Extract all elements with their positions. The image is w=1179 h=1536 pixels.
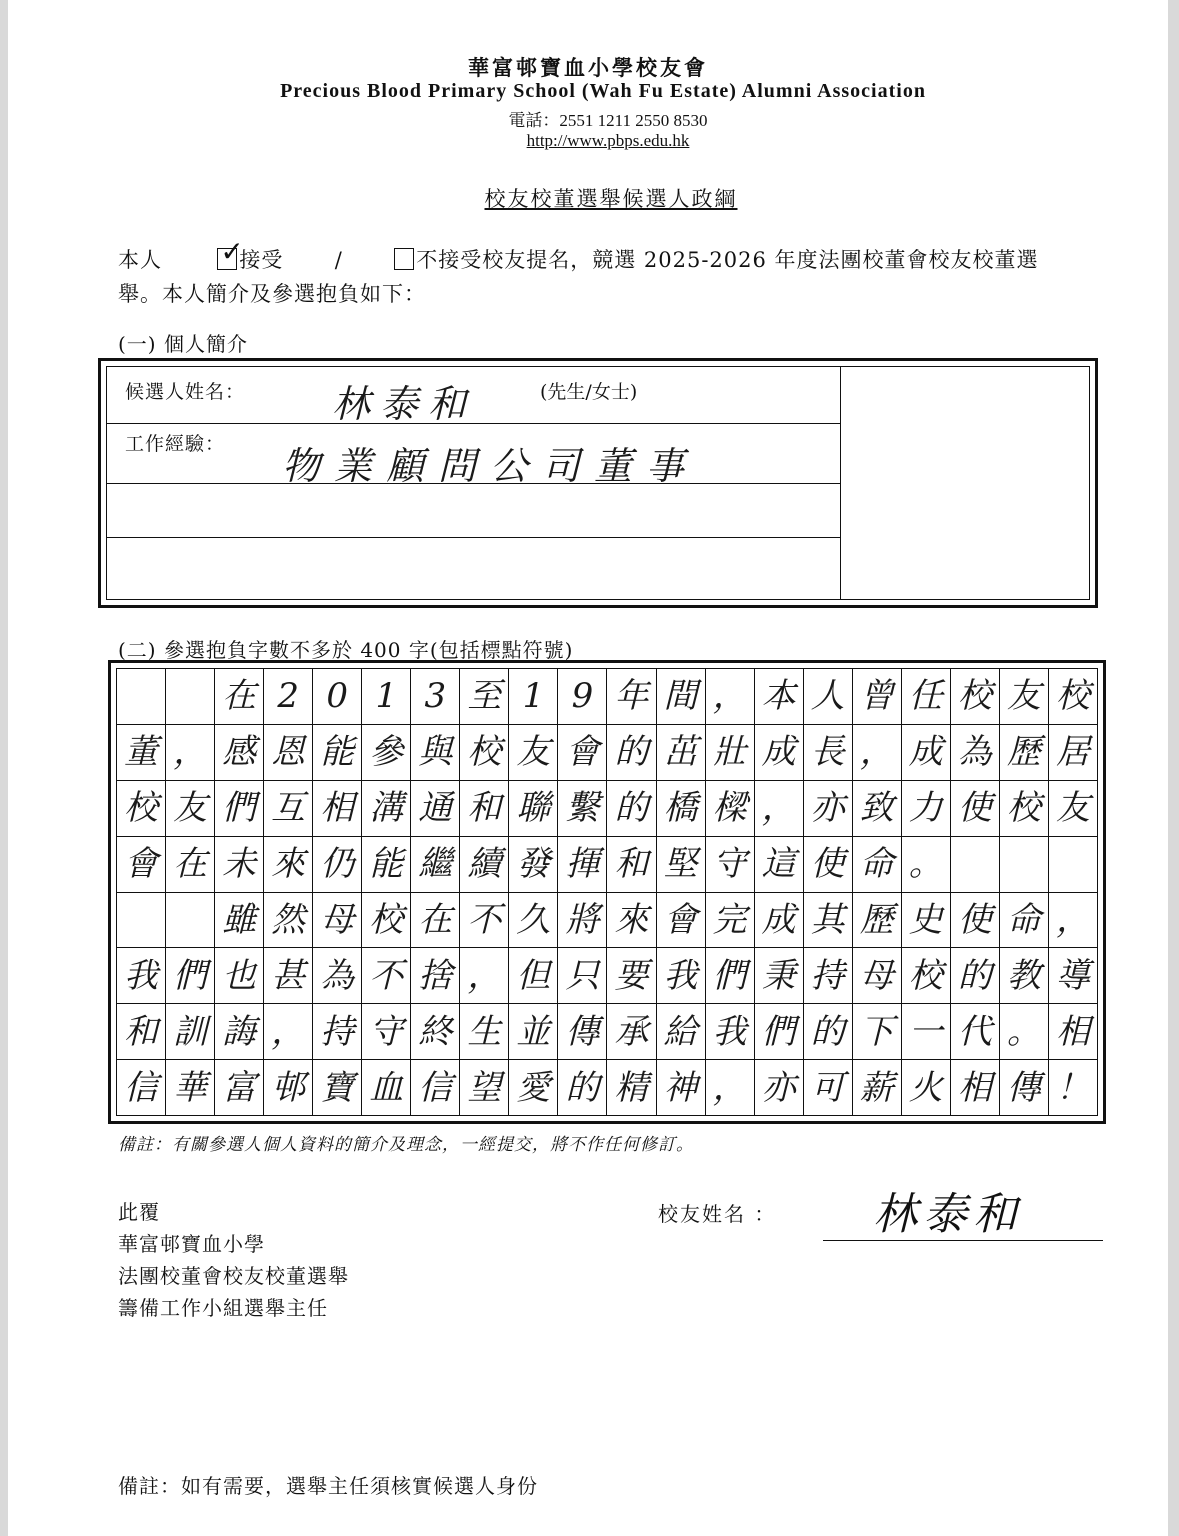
essay-cell[interactable]: 壯 (705, 724, 754, 780)
school-name-chinese: 華富邨寶血小學校友會 (468, 55, 708, 80)
essay-cell[interactable]: ， (166, 724, 215, 780)
essay-cell[interactable]: 1 (509, 669, 558, 725)
essay-cell[interactable]: 史 (901, 892, 950, 948)
form-title: 校友校董選舉候選人政綱 (484, 187, 738, 211)
essay-cell[interactable]: 0 (313, 669, 362, 725)
essay-cell[interactable] (117, 892, 166, 948)
essay-cell[interactable]: 持 (803, 948, 852, 1004)
checkmark-icon: ✓ (220, 235, 245, 268)
essay-cell[interactable]: 續 (460, 836, 509, 892)
essay-cell[interactable]: 只 (558, 948, 607, 1004)
essay-row (117, 1004, 1098, 1060)
essay-cell[interactable]: 雖 (215, 892, 264, 948)
essay-cell[interactable]: ， (705, 669, 754, 725)
essay-table (116, 668, 1098, 1116)
essay-cell[interactable]: 的 (803, 1004, 852, 1060)
personal-info-table (98, 358, 1098, 608)
essay-cell[interactable]: 校 (460, 724, 509, 780)
essay-cell[interactable]: 不 (362, 948, 411, 1004)
essay-row (117, 669, 1098, 725)
essay-cell[interactable]: 和 (460, 780, 509, 836)
essay-cell[interactable]: 校 (999, 780, 1048, 836)
essay-cell[interactable]: 成 (754, 724, 803, 780)
essay-cell[interactable]: 來 (264, 836, 313, 892)
essay-cell[interactable]: 友 (166, 780, 215, 836)
essay-cell[interactable]: 友 (1048, 780, 1097, 836)
essay-cell[interactable]: 和 (117, 1004, 166, 1060)
essay-cell[interactable]: 使 (803, 836, 852, 892)
essay-cell[interactable]: 相 (313, 780, 362, 836)
row-divider (107, 537, 840, 538)
essay-cell[interactable]: 命 (999, 892, 1048, 948)
essay-cell[interactable]: 完 (705, 892, 754, 948)
essay-cell[interactable]: 會 (656, 892, 705, 948)
essay-cell[interactable]: 參 (362, 724, 411, 780)
essay-cell[interactable]: 信 (117, 1060, 166, 1116)
essay-cell[interactable]: 仍 (313, 836, 362, 892)
essay-cell[interactable]: 成 (901, 724, 950, 780)
essay-cell[interactable]: 能 (362, 836, 411, 892)
essay-cell[interactable]: ， (1048, 892, 1097, 948)
essay-cell[interactable]: 致 (852, 780, 901, 836)
essay-cell[interactable]: 亦 (803, 780, 852, 836)
essay-cell[interactable] (166, 669, 215, 725)
essay-cell[interactable]: 通 (411, 780, 460, 836)
essay-cell[interactable]: 橋 (656, 780, 705, 836)
decline-checkbox[interactable] (394, 248, 414, 270)
essay-cell[interactable] (999, 836, 1048, 892)
title-suffix: (先生/女士) (540, 381, 638, 403)
essay-cell[interactable]: 在 (411, 892, 460, 948)
essay-cell[interactable]: 3 (411, 669, 460, 725)
essay-cell[interactable]: 秉 (754, 948, 803, 1004)
essay-cell[interactable]: 將 (558, 892, 607, 948)
essay-row (117, 892, 1098, 948)
essay-cell[interactable]: 血 (362, 1060, 411, 1116)
essay-cell[interactable]: 未 (215, 836, 264, 892)
essay-cell[interactable]: ， (705, 1060, 754, 1116)
essay-cell[interactable]: 間 (656, 669, 705, 725)
essay-cell[interactable]: 傳 (999, 1060, 1048, 1116)
essay-cell[interactable]: 母 (313, 892, 362, 948)
essay-cell[interactable]: ， (852, 724, 901, 780)
essay-row (117, 836, 1098, 892)
essay-row (117, 948, 1098, 1004)
essay-cell[interactable]: 堅 (656, 836, 705, 892)
essay-cell[interactable]: 與 (411, 724, 460, 780)
essay-cell[interactable]: 力 (901, 780, 950, 836)
phone-numbers: 電話：2551 1211 2550 8530 (508, 111, 708, 130)
essay-cell[interactable]: 我 (117, 948, 166, 1004)
essay-cell[interactable]: 在 (166, 836, 215, 892)
essay-cell[interactable]: 這 (754, 836, 803, 892)
school-name-english: Precious Blood Primary School (Wah Fu Estate) Alumni Association (280, 80, 926, 102)
essay-cell[interactable]: 神 (656, 1060, 705, 1116)
essay-cell[interactable]: 但 (509, 948, 558, 1004)
essay-cell[interactable]: 成 (754, 892, 803, 948)
signature-value[interactable]: 林泰和 (873, 1189, 1023, 1240)
essay-cell[interactable]: 校 (901, 948, 950, 1004)
essay-cell[interactable]: 久 (509, 892, 558, 948)
essay-cell[interactable] (166, 892, 215, 948)
essay-cell[interactable]: 其 (803, 892, 852, 948)
intro-line-2: 舉。本人簡介及參選抱負如下： (118, 282, 426, 306)
essay-cell[interactable]: 守 (705, 836, 754, 892)
essay-cell[interactable]: 富 (215, 1060, 264, 1116)
essay-cell[interactable]: 至 (460, 669, 509, 725)
essay-cell[interactable]: 使 (950, 892, 999, 948)
essay-cell[interactable]: 可 (803, 1060, 852, 1116)
essay-cell[interactable]: 校 (1048, 669, 1097, 725)
experience-value[interactable]: 物業顧問公司董事 (282, 444, 699, 488)
essay-cell[interactable]: 友 (999, 669, 1048, 725)
essay-cell[interactable]: 甚 (264, 948, 313, 1004)
essay-cell[interactable]: 要 (607, 948, 656, 1004)
essay-cell[interactable]: 的 (607, 724, 656, 780)
essay-cell[interactable]: 們 (754, 1004, 803, 1060)
photo-area-divider (840, 367, 841, 599)
essay-cell[interactable]: 然 (264, 892, 313, 948)
essay-cell[interactable]: 誨 (215, 1004, 264, 1060)
essay-cell[interactable]: 相 (950, 1060, 999, 1116)
essay-cell[interactable]: 精 (607, 1060, 656, 1116)
essay-cell[interactable]: 並 (509, 1004, 558, 1060)
essay-cell[interactable]: 教 (999, 948, 1048, 1004)
essay-cell[interactable]: 命 (852, 836, 901, 892)
essay-cell[interactable]: 歷 (852, 892, 901, 948)
essay-cell[interactable] (117, 669, 166, 725)
essay-cell[interactable]: 來 (607, 892, 656, 948)
decline-label: 不接受校友提名，競選 2025-2026 年度法團校董會校友校董選 (416, 248, 1039, 272)
intro-prefix: 本人 (118, 248, 162, 272)
candidate-name-value[interactable]: 林泰和 (332, 382, 477, 426)
essay-cell[interactable]: 們 (215, 780, 264, 836)
website-link[interactable]: http://www.pbps.edu.hk (526, 131, 690, 150)
essay-cell[interactable]: 訓 (166, 1004, 215, 1060)
essay-cell[interactable]: 承 (607, 1004, 656, 1060)
closing-line: 華富邨寶血小學 (118, 1232, 265, 1256)
essay-cell[interactable]: ！ (1048, 1060, 1097, 1116)
essay-cell[interactable]: ， (460, 948, 509, 1004)
essay-cell[interactable]: 母 (852, 948, 901, 1004)
essay-cell[interactable]: 校 (362, 892, 411, 948)
essay-cell[interactable]: 一 (901, 1004, 950, 1060)
essay-cell[interactable]: 火 (901, 1060, 950, 1116)
essay-cell[interactable]: 感 (215, 724, 264, 780)
essay-cell[interactable]: 和 (607, 836, 656, 892)
essay-cell[interactable]: 恩 (264, 724, 313, 780)
essay-cell[interactable]: 會 (117, 836, 166, 892)
essay-cell[interactable]: 寶 (313, 1060, 362, 1116)
essay-cell[interactable]: 的 (558, 1060, 607, 1116)
essay-cell[interactable]: 為 (313, 948, 362, 1004)
essay-cell[interactable]: 傳 (558, 1004, 607, 1060)
essay-cell[interactable] (950, 836, 999, 892)
essay-cell[interactable]: 曾 (852, 669, 901, 725)
essay-grid (108, 660, 1106, 1124)
photo-area (842, 367, 1092, 601)
signature-line (823, 1240, 1103, 1241)
essay-cell[interactable]: 1 (362, 669, 411, 725)
essay-cell[interactable]: 2 (264, 669, 313, 725)
intro-line (118, 235, 1039, 274)
essay-cell[interactable]: 我 (656, 948, 705, 1004)
essay-cell[interactable]: 繫 (558, 780, 607, 836)
essay-cell[interactable]: 樑 (705, 780, 754, 836)
essay-cell[interactable]: 愛 (509, 1060, 558, 1116)
essay-cell[interactable]: 任 (901, 669, 950, 725)
signature-label: 校友姓名 ： (658, 1202, 777, 1226)
essay-cell[interactable] (1048, 836, 1097, 892)
essay-cell[interactable]: 為 (950, 724, 999, 780)
essay-cell[interactable]: 歷 (999, 724, 1048, 780)
essay-cell[interactable]: 的 (607, 780, 656, 836)
accept-checkbox[interactable] (217, 235, 245, 270)
essay-cell[interactable]: 信 (411, 1060, 460, 1116)
essay-cell[interactable]: 發 (509, 836, 558, 892)
essay-cell[interactable]: 聯 (509, 780, 558, 836)
essay-cell[interactable]: 捨 (411, 948, 460, 1004)
essay-cell[interactable]: 年 (607, 669, 656, 725)
essay-cell[interactable]: 我 (705, 1004, 754, 1060)
essay-cell[interactable]: 也 (215, 948, 264, 1004)
essay-cell[interactable]: 使 (950, 780, 999, 836)
essay-cell[interactable]: 不 (460, 892, 509, 948)
closing-line: 法團校董會校友校董選舉 (118, 1264, 349, 1288)
essay-cell[interactable]: 們 (166, 948, 215, 1004)
closing-line: 籌備工作小組選舉主任 (118, 1296, 328, 1320)
essay-cell[interactable]: 下 (852, 1004, 901, 1060)
closing-line: 此覆 (118, 1200, 160, 1224)
remark-no-modification: 備註：有關參選人個人資料的簡介及理念，一經提交，將不作任何修訂。 (118, 1135, 694, 1155)
essay-cell[interactable]: 校 (117, 780, 166, 836)
essay-cell[interactable]: 導 (1048, 948, 1097, 1004)
essay-cell[interactable]: 守 (362, 1004, 411, 1060)
essay-cell[interactable]: 校 (950, 669, 999, 725)
essay-cell[interactable]: 茁 (656, 724, 705, 780)
essay-cell[interactable]: 華 (166, 1060, 215, 1116)
essay-cell[interactable]: 揮 (558, 836, 607, 892)
section1-heading: (一) 個人簡介 (118, 332, 248, 356)
essay-cell[interactable]: 董 (117, 724, 166, 780)
remark-identity-check: 備註：如有需要，選舉主任須核實候選人身份 (118, 1474, 538, 1498)
section2-heading: (二) 參選抱負字數不多於 400 字(包括標點符號) (118, 638, 574, 662)
essay-cell[interactable]: 。 (901, 836, 950, 892)
essay-cell[interactable]: ， (264, 1004, 313, 1060)
essay-cell[interactable]: 代 (950, 1004, 999, 1060)
essay-cell[interactable]: 邨 (264, 1060, 313, 1116)
essay-row (117, 780, 1098, 836)
essay-cell[interactable]: 人 (803, 669, 852, 725)
essay-cell[interactable]: 們 (705, 948, 754, 1004)
option-separator: / (334, 248, 343, 272)
essay-cell[interactable]: 會 (558, 724, 607, 780)
candidate-name-label: 候選人姓名： (125, 381, 246, 403)
essay-cell[interactable]: 薪 (852, 1060, 901, 1116)
essay-cell[interactable]: 長 (803, 724, 852, 780)
essay-cell[interactable]: 居 (1048, 724, 1097, 780)
accept-label: 接受 (239, 248, 284, 272)
experience-label: 工作經驗： (125, 433, 226, 455)
essay-cell[interactable]: 生 (460, 1004, 509, 1060)
essay-cell[interactable]: ， (754, 780, 803, 836)
essay-cell[interactable]: 的 (950, 948, 999, 1004)
essay-cell[interactable]: 友 (509, 724, 558, 780)
essay-cell[interactable]: 終 (411, 1004, 460, 1060)
essay-cell[interactable]: 相 (1048, 1004, 1097, 1060)
essay-cell[interactable]: 望 (460, 1060, 509, 1116)
essay-cell[interactable]: 9 (558, 669, 607, 725)
essay-cell[interactable]: 本 (754, 669, 803, 725)
form-page (8, 0, 1168, 1536)
essay-row (117, 724, 1098, 780)
essay-cell[interactable]: 溝 (362, 780, 411, 836)
essay-cell[interactable]: 繼 (411, 836, 460, 892)
essay-cell[interactable]: 。 (999, 1004, 1048, 1060)
essay-cell[interactable]: 互 (264, 780, 313, 836)
essay-cell[interactable]: 能 (313, 724, 362, 780)
essay-cell[interactable]: 在 (215, 669, 264, 725)
essay-cell[interactable]: 給 (656, 1004, 705, 1060)
essay-row (117, 1060, 1098, 1116)
essay-cell[interactable]: 亦 (754, 1060, 803, 1116)
essay-cell[interactable]: 持 (313, 1004, 362, 1060)
